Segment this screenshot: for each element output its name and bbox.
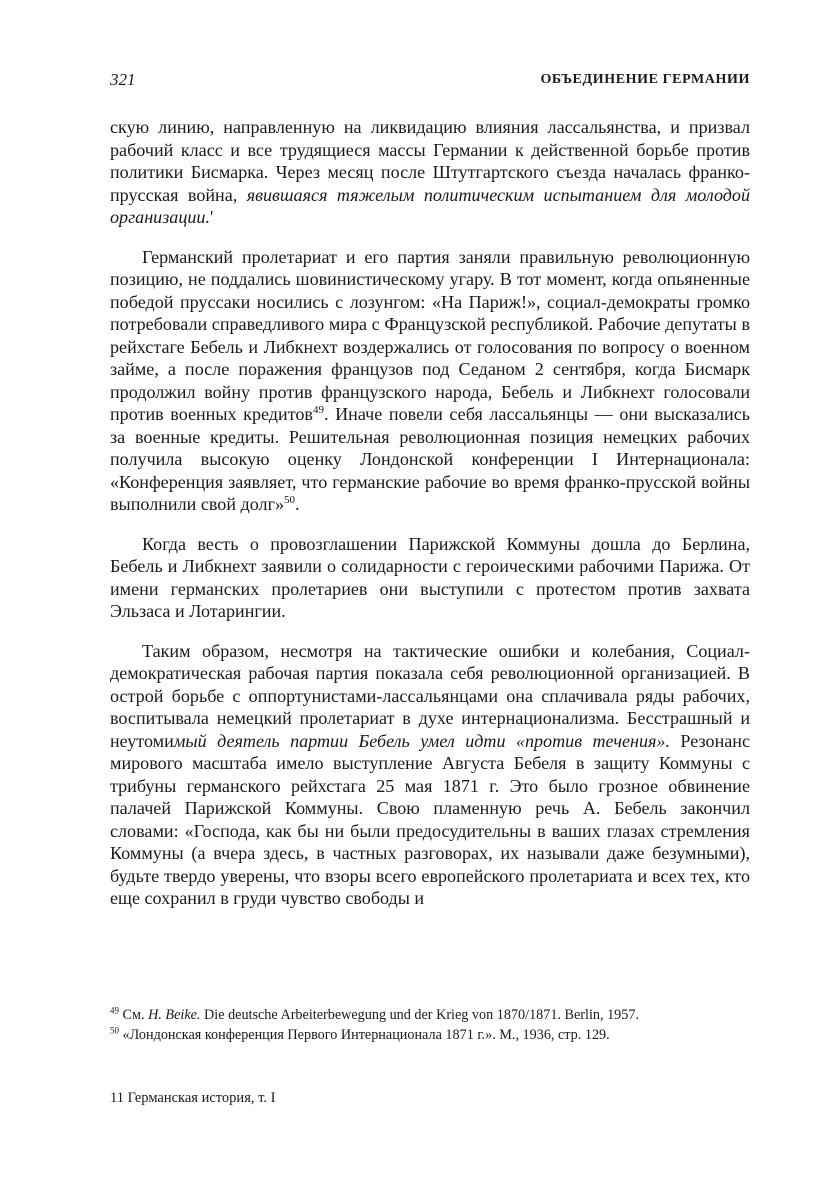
paragraph xyxy=(110,246,750,516)
text-run: Резонанс мирового масштаба имело выступление Августа Бебеля в защиту Коммуны с трибуны германского рейхстага 25 мая 1871 г. Это было грозное обвинение палачей Парижской Коммуны. Свою пламенную речь А. Бебель закончил словами: «Господа, как бы ни были предосудительны в ваших глазах стремления Коммуны (а вчера здесь, в частных разговорах, их называли даже безумными), будьте твердо уверены, что взоры всего европейского пролетариата и всех тех, кто еще сохранил в груди чувство свободы и xyxy=(110,730,750,908)
italic-run: явившаяся тяжелым политическим испытанием для молодой организации. xyxy=(110,184,751,227)
page-number: 321 xyxy=(110,70,136,89)
footnote-author: H. Beike. xyxy=(148,1007,201,1023)
paragraph xyxy=(110,533,750,623)
footnote-ref: 50 xyxy=(284,493,296,506)
footnote-number: 50 xyxy=(110,1025,119,1036)
text-run: . Иначе повели себя лассальянцы — они высказались за военные кредиты. Решительная революционная позиция немецких рабочих получила высокую оценку Лондонской конференции I Интернационала: «Конференция заявляет, что германские рабочие во время франко-прусской войны выполнили свой долг» xyxy=(110,404,750,514)
printer-signature: 11 Германская история, т. I xyxy=(110,1090,276,1106)
text-run: Таким образом, несмотря на тактические ошибки и колебания, Социал-демократическая рабочая партия показала себя революционной организацией. В острой борьбе с оппортунистами-лассальянцами она сплачивала ряды рабочих, воспитывала немецкий пролетариат в духе интернационализма. Бесстрашный и неутоми xyxy=(110,640,750,751)
footnote xyxy=(110,1007,750,1024)
footnotes xyxy=(110,1007,750,1047)
footnote-ref: 49 xyxy=(312,403,324,416)
footnote xyxy=(110,1027,750,1044)
paragraph xyxy=(110,640,750,910)
footnote-text: Die deutsche Arbeiterbewegung und der Krieg von 1870/1871. Berlin, 1957. xyxy=(200,1007,640,1023)
text-run: Когда весть о провозглашении Парижской Коммуны дошла до Берлина, Бебель и Либкнехт заявили о солидарности с героическими рабочими Парижа. От имени германских пролетариев они выступили с протестом против захвата Эльзаса и Лотарингии. xyxy=(110,533,750,621)
footnote-prefix: См. xyxy=(122,1007,149,1023)
text-run: Германский пролетариат и его партия заняли правильную революционную позицию, не поддались шовинистическому угару. В тот момент, когда опьяненные победой пруссаки носились с лозунгом: «На Париж!», социал-демократы громко потребовали справедливого мира с Французской республикой. Рабочие депутаты в рейхстаге Бебель и Либкнехт воздержались от голосования по вопросу о военном займе, а после поражения французов под Седаном 2 сентября, когда Бисмарк продолжил войну против французского народа, Бебель и Либкнехт голосовали против военных кредитов xyxy=(110,246,750,424)
page-header xyxy=(110,70,750,92)
text-run: скую линию, направленную на ликвидацию влияния лассальянства, и призвал рабочий класс и все трудящиеся массы Германии к действенной борьбе против политики Бисмарка. Через месяц после Штутгартского съезда началась франко-прусская война, xyxy=(110,117,750,205)
paragraph xyxy=(110,116,750,229)
footnote-text: «Лондонская конференция Первого Интернационала 1871 г.». М., 1936, стр. 129. xyxy=(122,1027,610,1043)
text-run: ' xyxy=(210,207,214,227)
footnote-number: 49 xyxy=(110,1005,119,1016)
italic-run: мый деятель партии Бебель умел идти «против течения». xyxy=(173,730,670,751)
main-text xyxy=(110,116,750,927)
text-run: . xyxy=(295,494,300,514)
running-head: ОБЪЕДИНЕНИЕ ГЕРМАНИИ xyxy=(540,72,750,87)
